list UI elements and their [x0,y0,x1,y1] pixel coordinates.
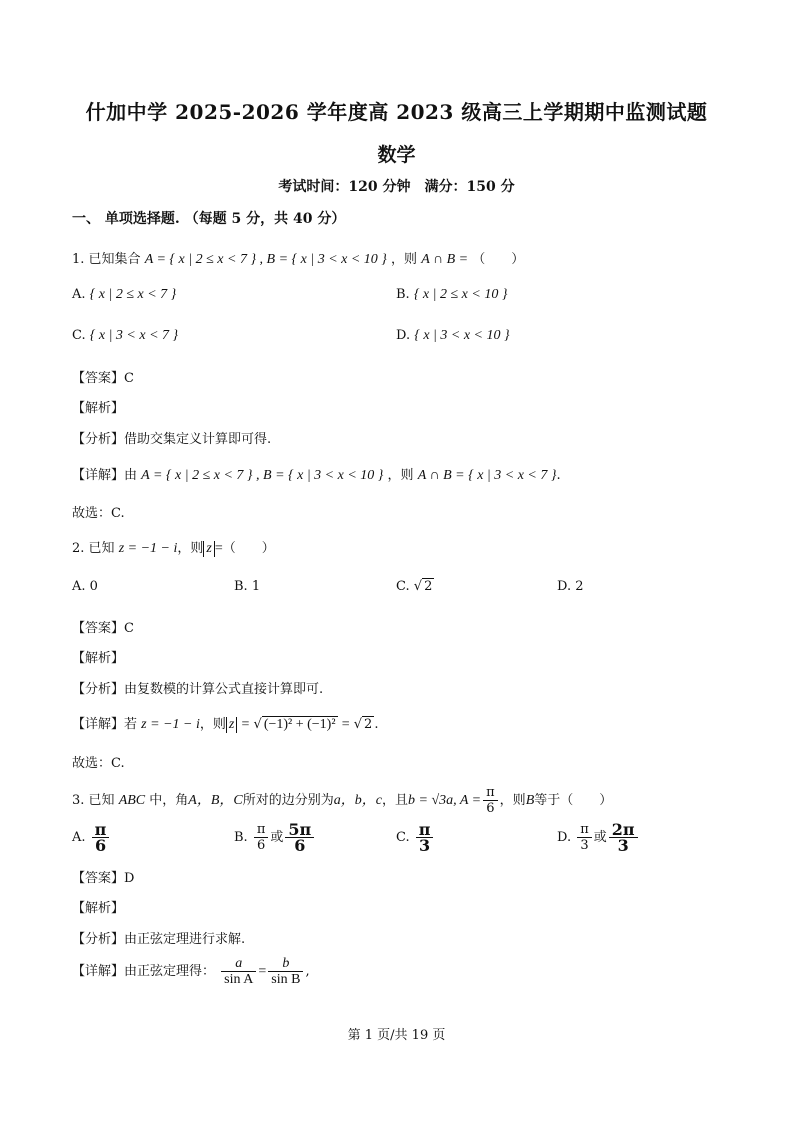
answer-label: 【答案】 [72,621,125,636]
q3-stem-end: ，则 [499,793,526,808]
q1-detail-prefix: 由 [124,468,138,483]
q1-fenxi [72,428,271,447]
q3-option-c-frac [416,822,434,853]
detail-label: 【详解】 [72,717,125,732]
q1-detail-mid: ，则 [387,468,414,483]
q2-detail-prefix: 若 [124,717,138,732]
q1-paren: （ ） [472,252,525,267]
q3-option-a-den: 6 [94,836,107,855]
q3-fenxi-text: 由正弦定理进行求解. [124,932,246,947]
q2-detail-eq2: = [341,717,350,732]
choose-label: 故选： [72,756,112,771]
q3-sinB: sin B [271,972,301,987]
q2-option-c-letter: C. [396,579,410,594]
q1-stem-mid: ，则 [391,252,418,267]
q1-option-b-letter: B. [396,287,410,302]
q2-eq: = [214,541,223,556]
q2-fenxi [72,678,323,697]
q1-ask: A ∩ B = [421,252,469,267]
choose-label: 故选： [72,506,112,521]
q2-detail-res: 2 [364,717,373,732]
q2-option-d [557,579,584,594]
q1-stem-prefix: 1. 已知集合 [72,252,141,267]
q1-option-c-text: { x | 3 < x < 7 } [89,328,179,343]
q3-stem-text3: ，且 [381,793,408,808]
q1-detail [72,464,561,484]
q1-option-d-letter: D. [396,328,411,343]
q3-answer [72,867,134,886]
fenxi-label: 【分析】 [72,432,125,447]
q3-triangle: ABC [118,793,146,808]
fenxi-label: 【分析】 [72,682,125,697]
q1-answer-value: C [124,371,134,386]
answer-label: 【答案】 [72,871,125,886]
q3-option-b-or: 或 [270,830,284,845]
q3-option-b-num1: π [254,822,269,838]
q1-option-c [72,328,178,344]
q2-option-b-text: 1 [251,579,261,594]
q3-option-d-or: 或 [593,830,607,845]
q3-option-d-num1: π [577,822,592,838]
q1-answer [72,367,134,386]
q1-option-d-text: { x | 3 < x < 10 } [414,328,510,343]
q2-option-c [396,579,434,594]
q2-option-d-text: 2 [575,579,584,594]
q3-ask: 等于（ ） [534,793,613,808]
q2-detail-z: z = −1 − i [141,717,200,732]
q2-option-c-sqrt: √ 2 [413,579,433,594]
q1-detail-end: . [556,468,561,483]
q2-z-def: z = −1 − i [118,541,178,556]
q3-sides: a，b，c [333,793,382,808]
q3-option-c [396,822,435,853]
q1-sets: A = { x | 2 ≤ x < 7 } , B = { x | 3 < x < 10 } [144,252,387,267]
q3-b-over-sinB [268,956,303,987]
exam-title: 什加中学 2025-2026 学年度高 2023 级高三上学期期中监测试题 [85,100,708,124]
q1-option-c-letter: C. [72,328,86,343]
q2-detail-end: . [374,717,379,732]
q3-fenxi [72,928,245,947]
q2-option-a-letter: A. [72,579,86,594]
q3-option-a-num: π [92,822,110,838]
q3-six: 6 [486,801,495,816]
q1-option-d [396,328,510,344]
q1-fenxi-text: 借助交集定义计算即可得. [124,432,272,447]
q2-option-c-text: 2 [424,579,433,594]
q3-detail-prefix: 由正弦定理得： [124,964,216,979]
answer-label: 【答案】 [72,371,125,386]
q3-a-over-sinA [221,956,256,987]
section-heading: 一、 单项选择题. （每题 5 分，共 40 分） [72,211,346,227]
q1-stem [72,248,524,268]
q1-option-a [72,287,176,303]
q3-pi-over-6 [483,785,498,816]
q2-option-d-letter: D. [557,579,572,594]
q3-option-c-den: 3 [419,836,431,855]
q2-detail [72,713,378,733]
q3-option-b-letter: B. [234,830,248,845]
q1-detail-math: A = { x | 2 ≤ x < 7 } , B = { x | 3 < x < 10 } [141,468,384,483]
q2-stem-prefix: 2. 已知 [72,541,115,556]
q3-option-a-letter: A. [72,830,86,845]
detail-label: 【详解】 [72,468,125,483]
q2-choose-value: C. [111,756,125,771]
subject-title: 数学 [377,144,416,166]
q3-option-b-frac1 [254,822,269,853]
q3-stem-prefix: 3. 已知 [72,793,115,808]
q2-option-b [234,579,260,594]
q2-detail-calc: (−1)² + (−1)² [263,717,336,732]
q3-analysis-label: 【解析】 [72,901,125,916]
q2-detail-absz: z [226,717,237,733]
q3-a: a [221,956,256,972]
q2-fenxi-text: 由复数模的计算公式直接计算即可. [124,682,324,697]
q2-option-a-text: 0 [89,579,98,594]
q2-answer-value: C [124,621,134,636]
q2-stem-mid: ，则 [177,541,204,556]
q3-option-b-frac2 [285,822,314,853]
q3-option-d-frac2 [609,822,638,853]
q3-option-d-den1: 3 [580,838,589,853]
q3-option-d-den2: 3 [617,836,629,855]
q1-analysis-label: 【解析】 [72,401,125,416]
q1-option-b-text: { x | 2 ≤ x < 10 } [413,287,508,302]
q2-detail-sqrt: √ (−1)² + (−1)² [253,717,336,732]
q3-stem-text2: 所对的边分别为 [242,793,334,808]
q1-option-a-letter: A. [72,287,86,302]
q2-detail-res-sqrt: √ 2 [353,717,373,732]
detail-label: 【详解】 [72,964,125,979]
q2-stem [72,537,275,557]
q1-option-b [396,287,507,303]
q3-cond: b = √3a, A = [408,793,482,808]
q3-stem [72,785,612,816]
fenxi-label: 【分析】 [72,932,125,947]
q3-option-b-den2: 6 [294,836,306,855]
q3-pi: π [483,785,498,801]
q3-b: b [268,956,303,972]
q3-option-d-frac1 [577,822,592,853]
q2-abs-z: z [203,541,214,557]
q2-choose [72,752,125,771]
q3-option-d-num2: 2π [609,822,638,838]
q3-eq: = [258,964,267,979]
q2-detail-mid: ，则 [199,717,226,732]
exam-info: 考试时间：120 分钟 满分：150 分 [278,179,515,195]
q1-choose-value: C. [111,506,125,521]
q3-option-c-num: π [416,822,434,838]
q1-detail-result: A ∩ B = { x | 3 < x < 7 } [417,468,557,483]
q1-option-a-text: { x | 2 ≤ x < 7 } [89,287,177,302]
q2-detail-eq1: = [241,717,250,732]
page-footer: 第 1 页/共 19 页 [347,1028,446,1043]
q3-option-d [557,822,640,853]
q2-option-b-letter: B. [234,579,248,594]
q3-option-d-letter: D. [557,830,572,845]
q2-paren: （ ） [222,541,275,556]
q2-analysis-label: 【解析】 [72,651,125,666]
q3-option-c-letter: C. [396,830,410,845]
q3-option-b-den1: 6 [256,838,266,853]
q3-option-b-num2: 5π [285,822,314,838]
q3-detail [72,956,310,987]
q2-option-a [72,579,98,594]
q3-angles: A，B，C [188,793,243,808]
q3-option-a [72,822,111,853]
q3-option-a-frac [92,822,110,853]
q3-option-b [234,822,316,853]
q3-answer-value: D [124,871,135,886]
q3-detail-end: , [305,964,310,979]
q2-answer [72,617,134,636]
q3-sinA: sin A [224,972,254,987]
q3-stem-text: 中，角 [149,793,189,808]
q1-choose [72,502,125,521]
q3-B: B [525,793,535,808]
